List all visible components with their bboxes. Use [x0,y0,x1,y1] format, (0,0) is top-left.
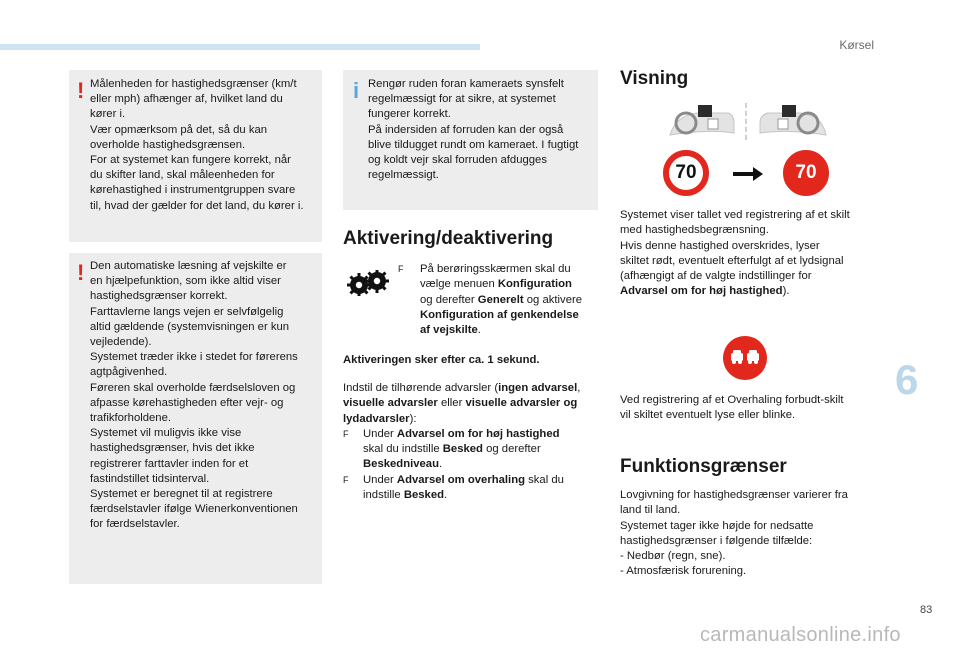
speed-sign-normal: 70 [663,150,709,196]
activation-settings-text: Indstil de tilhørende advarsler (ingen advarsel, visuelle advarsler eller visuelle advarsler og lydadvarsler): F Under Advarsel om for høj hastighed skal du indstille Besked og derefter Beskedniveau. F Under Advarsel om overhaling skal du indstille Besked. [343,382,581,502]
activation-heading: Aktivering/deaktivering [343,228,554,249]
warning-text: Målenheden for hastighedsgrænser (km/t eller mph) afhænger af, hvilket land du kører i. Vær opmærksom på det, så du kan overholde hastighedsgrænsen. For at systemet kan fungere korrekt, når du skifter land, skal måleenheden for kørehastighed i instrumentgruppen svare til, hvad der gælder for det land, du kører i. [90,78,304,212]
display-description: Systemet viser tallet ved registrering af et skilt med hastighedsbegrænsning. Hvis denne hastighed overskrides, lyser skiltet rødt, eventuelt efterfulgt af et lydsignal (afhængigt af de valgte indstillinger for Advarsel om for høj hastighed). [620,209,850,298]
page-number: 83 [920,604,933,616]
limits-text: Lovgivning for hastighedsgrænser varierer fra land til land. Systemet tager ikke højde for nedsatte hastighedsgrænser i følgende tilfælde: - Nedbør (regn, sne). - Atmosfærisk forurening. [620,489,848,578]
warning-text: Den automatiske læsning af vejskilte er en hjælpefunktion, som ikke altid viser hastighedsgrænser korrekt. Farttavlerne langs vejen er selvfølgelig altid gældende (systemvisningen er kun vejledende). Systemet træder ikke i stedet for førerens agtpågivenhed. Føreren skal overholde færdselsloven og afpasse kørehastigheden efter vejr- og trafikforholdene. Systemet vil muligvis ikke vise hastighedsgrænser, hvis det ikke registrerer farttavler inden for et fastindstillet tidsinterval. Systemet er beregnet til at registrere færdselstavler ifølge Wienerkonventionen for færdselstavler. [90,260,298,531]
activation-note: Aktiveringen sker efter ca. 1 sekund. [343,354,540,366]
overtaking-description: Ved registrering af et Overhaling forbudt-skilt vil skiltet eventuelt lyse eller blinke. [620,394,844,422]
limits-heading: Funktionsgrænser [620,456,787,477]
info-icon: i [353,78,360,103]
arrow-right-icon [733,167,763,181]
info-text: Rengør ruden foran kameraets synsfelt regelmæssigt for at sikre, at systemet fungerer korrekt. På indersiden af forruden kan der også blive tildugget rundt om kameraet. I fugtigt og koldt vejr skal forruden afdugges regelmæssigt. [368,78,579,182]
warning-box-units [69,70,322,242]
section-label: Kørsel [839,38,874,52]
warning-icon: ! [77,260,85,285]
activation-step: F På berøringsskærmen skal du vælge menuen Konfiguration og derefter Generelt og aktivere Konfiguration af genkendelse af vejskilte. [398,263,583,337]
speed-sign-overspeed: 70 [783,150,829,196]
chapter-number: 6 [895,356,919,403]
watermark: carmanualsonline.info [700,624,901,646]
settings-gear-icon [346,270,390,296]
header-accent-bar [0,44,480,50]
display-heading: Visning [620,68,689,89]
no-overtaking-sign-icon [723,336,767,380]
warning-icon: ! [77,78,85,103]
info-box-camera [343,70,598,210]
warning-box-reading [69,253,322,584]
instrument-cluster-illustration [668,103,828,143]
